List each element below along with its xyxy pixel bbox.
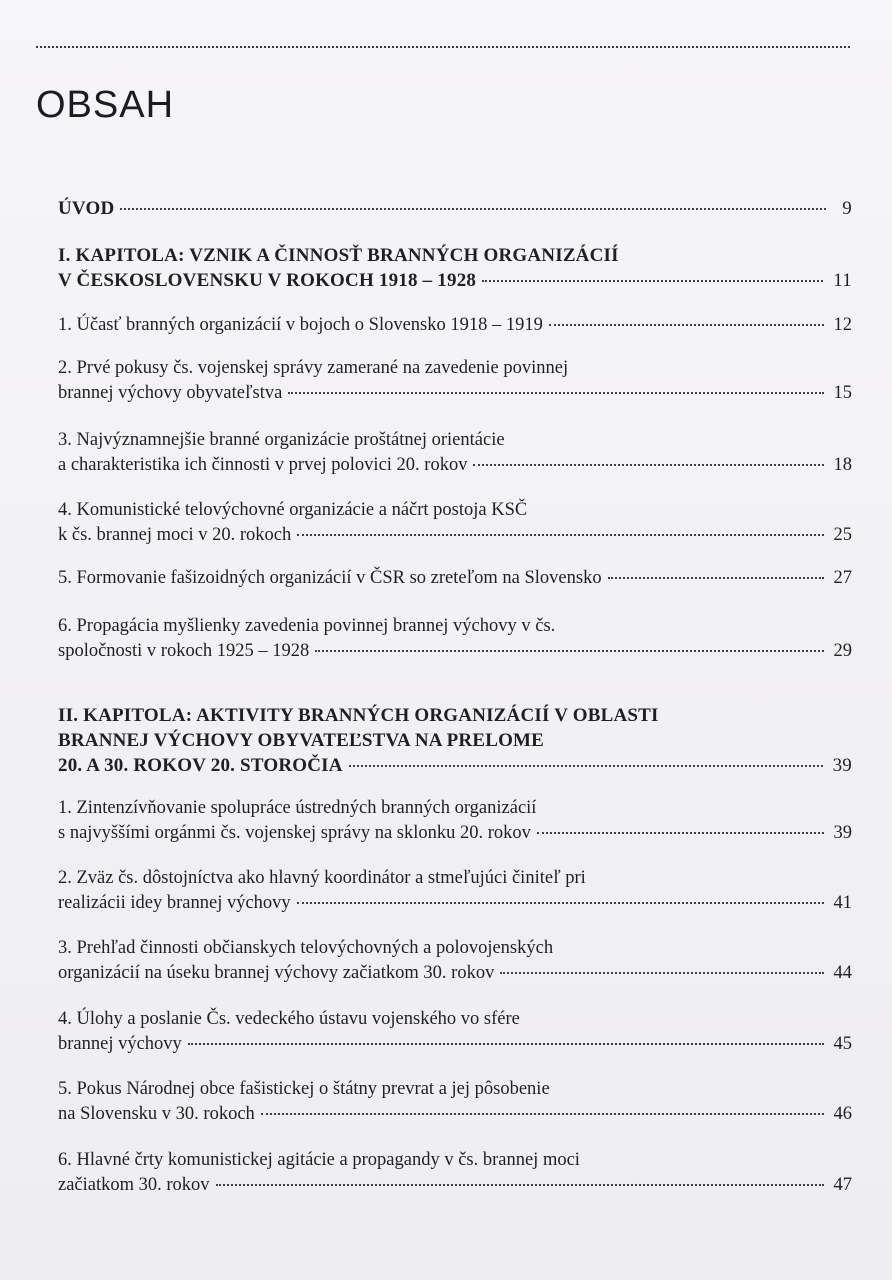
dot-leader bbox=[216, 1184, 824, 1186]
page-number: 27 bbox=[833, 568, 852, 588]
dot-leader bbox=[297, 534, 823, 536]
entry-title-line: 4. Komunistické telovýchovné organizácie a náčrt postoja KSČ bbox=[58, 500, 528, 520]
entry-title-line: k čs. brannej moci v 20. rokoch bbox=[58, 525, 292, 545]
toc-section-entry bbox=[58, 796, 852, 846]
page-number: 18 bbox=[833, 455, 852, 475]
dot-leader bbox=[537, 832, 824, 834]
page-number: 11 bbox=[833, 270, 852, 291]
entry-last-line bbox=[58, 1173, 852, 1198]
entry-title-line: V ČESKOSLOVENSKU V ROKOCH 1918 – 1928 bbox=[58, 270, 477, 291]
entry-last-line bbox=[58, 1102, 852, 1127]
entry-last-line bbox=[58, 566, 852, 591]
entry-last-line bbox=[58, 821, 852, 846]
entry-title-line: ÚVOD bbox=[58, 198, 115, 219]
entry-title-line: 2. Zväz čs. dôstojníctva ako hlavný koordinátor a stmeľujúci činiteľ pri bbox=[58, 868, 586, 888]
dot-leader bbox=[549, 324, 824, 326]
toc-chapter-entry bbox=[58, 196, 852, 221]
entry-title-line: 6. Hlavné črty komunistickej agitácie a propagandy v čs. brannej moci bbox=[58, 1150, 580, 1170]
toc-section-entry bbox=[58, 1007, 852, 1057]
dot-leader bbox=[188, 1043, 824, 1045]
toc-section-entry bbox=[58, 498, 852, 548]
dot-leader bbox=[297, 902, 824, 904]
toc-chapter-entry bbox=[58, 703, 852, 778]
entry-last-line bbox=[58, 268, 852, 293]
toc-section-entry bbox=[58, 428, 852, 478]
dot-leader bbox=[315, 650, 823, 652]
page-number: 44 bbox=[833, 963, 852, 983]
entry-title-line: II. KAPITOLA: AKTIVITY BRANNÝCH ORGANIZÁCIÍ V OBLASTI bbox=[58, 705, 659, 726]
entry-title-line: organizácií na úseku brannej výchovy začiatkom 30. rokov bbox=[58, 963, 495, 983]
entry-title-line: 3. Najvýznamnejšie branné organizácie proštátnej orientácie bbox=[58, 430, 505, 450]
toc-chapter-entry bbox=[58, 243, 852, 293]
entry-title-line: 3. Prehľad činnosti občianskych telovýchovných a polovojenských bbox=[58, 938, 554, 958]
entry-title-line: 4. Úlohy a poslanie Čs. vedeckého ústavu vojenského vo sfére bbox=[58, 1009, 520, 1029]
page-number: 25 bbox=[833, 525, 852, 545]
entry-title-line: 5. Formovanie fašizoidných organizácií v ČSR so zreteľom na Slovensko bbox=[58, 568, 602, 588]
toc-section-entry bbox=[58, 1077, 852, 1127]
entry-title-line: brannej výchovy obyvateľstva bbox=[58, 383, 283, 403]
dot-leader bbox=[288, 392, 823, 394]
entry-title-line: realizácii idey brannej výchovy bbox=[58, 893, 291, 913]
entry-title-line: 20. A 30. ROKOV 20. STOROČIA bbox=[58, 755, 343, 776]
dot-leader bbox=[473, 464, 823, 466]
page-number: 15 bbox=[833, 383, 852, 403]
entry-last-line bbox=[58, 196, 852, 221]
entry-title-line: spoločnosti v rokoch 1925 – 1928 bbox=[58, 641, 310, 661]
entry-title-line: 1. Účasť branných organizácií v bojoch o Slovensko 1918 – 1919 bbox=[58, 315, 543, 335]
entry-title-line: začiatkom 30. rokov bbox=[58, 1175, 210, 1195]
toc-section-entry bbox=[58, 313, 852, 338]
dot-leader bbox=[482, 280, 823, 282]
dot-leader bbox=[500, 972, 823, 974]
page-number: 29 bbox=[833, 641, 852, 661]
entry-title-line: a charakteristika ich činnosti v prvej polovici 20. rokov bbox=[58, 455, 468, 475]
toc-section-entry bbox=[58, 614, 852, 664]
entry-title-line: na Slovensku v 30. rokoch bbox=[58, 1104, 255, 1124]
entry-last-line bbox=[58, 453, 852, 478]
entry-title-line: BRANNEJ VÝCHOVY OBYVATEĽSTVA NA PRELOME bbox=[58, 730, 545, 751]
entry-title-line: s najvyššími orgánmi čs. vojenskej správy na sklonku 20. rokov bbox=[58, 823, 531, 843]
page-number: 39 bbox=[832, 755, 852, 776]
toc-section-entry bbox=[58, 936, 852, 986]
entry-title-line: brannej výchovy bbox=[58, 1034, 182, 1054]
toc-section-entry bbox=[58, 356, 852, 406]
entry-last-line bbox=[58, 891, 852, 916]
entry-title-line: I. KAPITOLA: VZNIK A ČINNOSŤ BRANNÝCH ORGANIZÁCIÍ bbox=[58, 245, 619, 266]
dot-leader bbox=[120, 208, 826, 210]
entry-title-line: 2. Prvé pokusy čs. vojenskej správy zamerané na zavedenie povinnej bbox=[58, 358, 569, 378]
page-number: 39 bbox=[833, 823, 852, 843]
toc-section-entry bbox=[58, 1148, 852, 1198]
entry-last-line bbox=[58, 1032, 852, 1057]
page-number: 9 bbox=[842, 198, 852, 219]
entry-last-line bbox=[58, 961, 852, 986]
entry-last-line bbox=[58, 753, 852, 778]
page-title: OBSAH bbox=[36, 84, 175, 126]
entry-last-line bbox=[58, 381, 852, 406]
page-number: 46 bbox=[833, 1104, 852, 1124]
entry-title-line: 5. Pokus Národnej obce fašistickej o štátny prevrat a jej pôsobenie bbox=[58, 1079, 550, 1099]
page-number: 47 bbox=[833, 1175, 852, 1195]
page-number: 45 bbox=[833, 1034, 852, 1054]
entry-last-line bbox=[58, 523, 852, 548]
entry-last-line bbox=[58, 639, 852, 664]
entry-title-line: 1. Zintenzívňovanie spolupráce ústredných branných organizácií bbox=[58, 798, 537, 818]
page-number: 41 bbox=[833, 893, 852, 913]
dot-leader bbox=[608, 577, 824, 579]
entry-last-line bbox=[58, 313, 852, 338]
page-number: 12 bbox=[833, 315, 852, 335]
dot-leader bbox=[261, 1113, 824, 1115]
entry-title-line: 6. Propagácia myšlienky zavedenia povinnej brannej výchovy v čs. bbox=[58, 616, 556, 636]
dot-leader bbox=[349, 765, 823, 767]
toc-section-entry bbox=[58, 866, 852, 916]
toc-section-entry bbox=[58, 566, 852, 591]
